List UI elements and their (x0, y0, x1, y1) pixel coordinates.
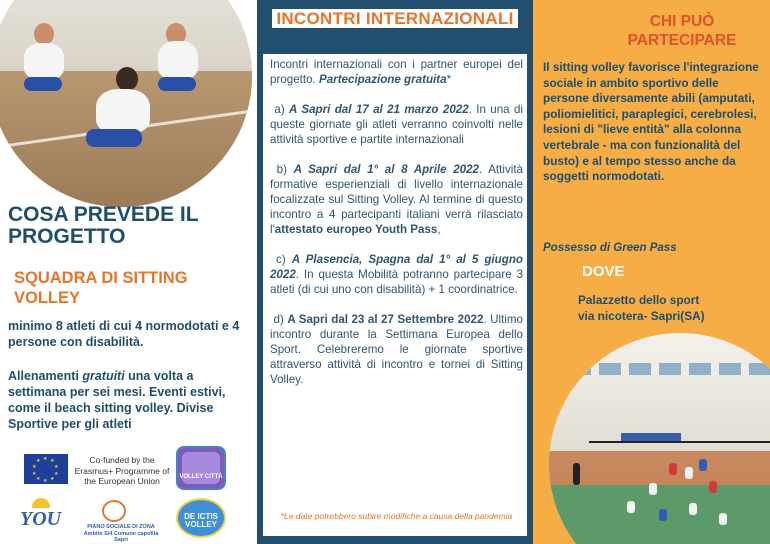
team-subtitle: SQUADRA DI SITTING VOLLEY (14, 269, 188, 307)
meeting-item-d: d) A Sapri dal 23 al 27 Settembre 2022. Ultimo incontro durante la Settimana Europea dello Sport. Celebreremo le giornate sportive attraverso attività di incontro e tornei di Sitting Volley. (270, 313, 523, 386)
green-pass-text: Possesso di Green Pass (543, 242, 677, 254)
venue-address (578, 292, 763, 324)
piano-sociale-logo: PIANO SOCIALE DI ZONA Ambito S/4 Comune capofila Sapri (82, 498, 160, 538)
where-heading: DOVE (582, 263, 625, 280)
meeting-item-b: b) A Sapri dal 1° al 8 Aprile 2022. Attività formative esperienziali di livello internazionale focalizzate sul Sitting Volley. Al termine di questo incontro a 4 partecipanti italiani verrà rilasciato l'attestato europeo Youth Pass, (270, 163, 523, 236)
meetings-body (270, 57, 523, 402)
panel-project (0, 0, 257, 544)
eu-cofunding-text: Co-funded by the Erasmus+ Programme of the European Union (74, 455, 170, 486)
meetings-title: INCONTRI INTERNAZIONALI (264, 8, 526, 29)
team-composition-text: minimo 8 atleti di cui 4 normodotati e 4 persone con disabilità. (8, 319, 240, 349)
project-title: COSA PREVEDE IL PROGETTO (8, 203, 199, 248)
you-logo: YOU (18, 498, 62, 534)
meetings-intro: Incontri internazionali con i partner europei del progetto. Partecipazione gratuita* (270, 58, 523, 86)
participants-title: CHI PUÒ PARTECIPARE (627, 13, 737, 49)
venue-street: via nicotera- Sapri(SA) (578, 309, 705, 323)
gym-photo (549, 333, 770, 544)
volley-citta-logo: VOLLEY CITTÀ (176, 446, 226, 490)
meeting-item-a: a) A Sapri dal 17 al 21 marzo 2022. In una di queste giornate gli atleti verranno coinvolti nelle attività sportive e partite internazionali (270, 103, 524, 146)
training-text: Allenamenti gratuiti una volta a settimana per sei mesi. Eventi estivi, come il beach sitting volley. Divise Sportive per gli atleti (8, 369, 226, 431)
meeting-item-c: c) A Plasencia, Spagna dal 1° al 5 giugno 2022. In questa Mobilità potranno partecipare 3 atleti (di cui uno con disabilità) + 1 coordinatrice. (270, 253, 523, 296)
pandemic-note: *Le date potrebbero subire modifiche a causa della pandemia (280, 511, 513, 521)
participants-text: Il sitting volley favorisce l'integrazione sociale in ambito sportivo delle persone diversamente abili (amputati, poliomielitici, paraplegici, cerebrolesi, lesioni di "lieve entità" alla colonna vertebrale - ma con funzionalità del busto) e al tempo stesso anche da soggetti normodotati. (543, 60, 759, 184)
eu-flag-icon: ★ ★ ★ ★ ★ ★ ★ ★ ★ ★ (24, 454, 68, 484)
venue-name: Palazzetto dello sport (578, 293, 700, 307)
athletes-photo (0, 0, 252, 207)
de-ictis-volley-logo: DE ICTIS VOLLEY (176, 498, 226, 538)
